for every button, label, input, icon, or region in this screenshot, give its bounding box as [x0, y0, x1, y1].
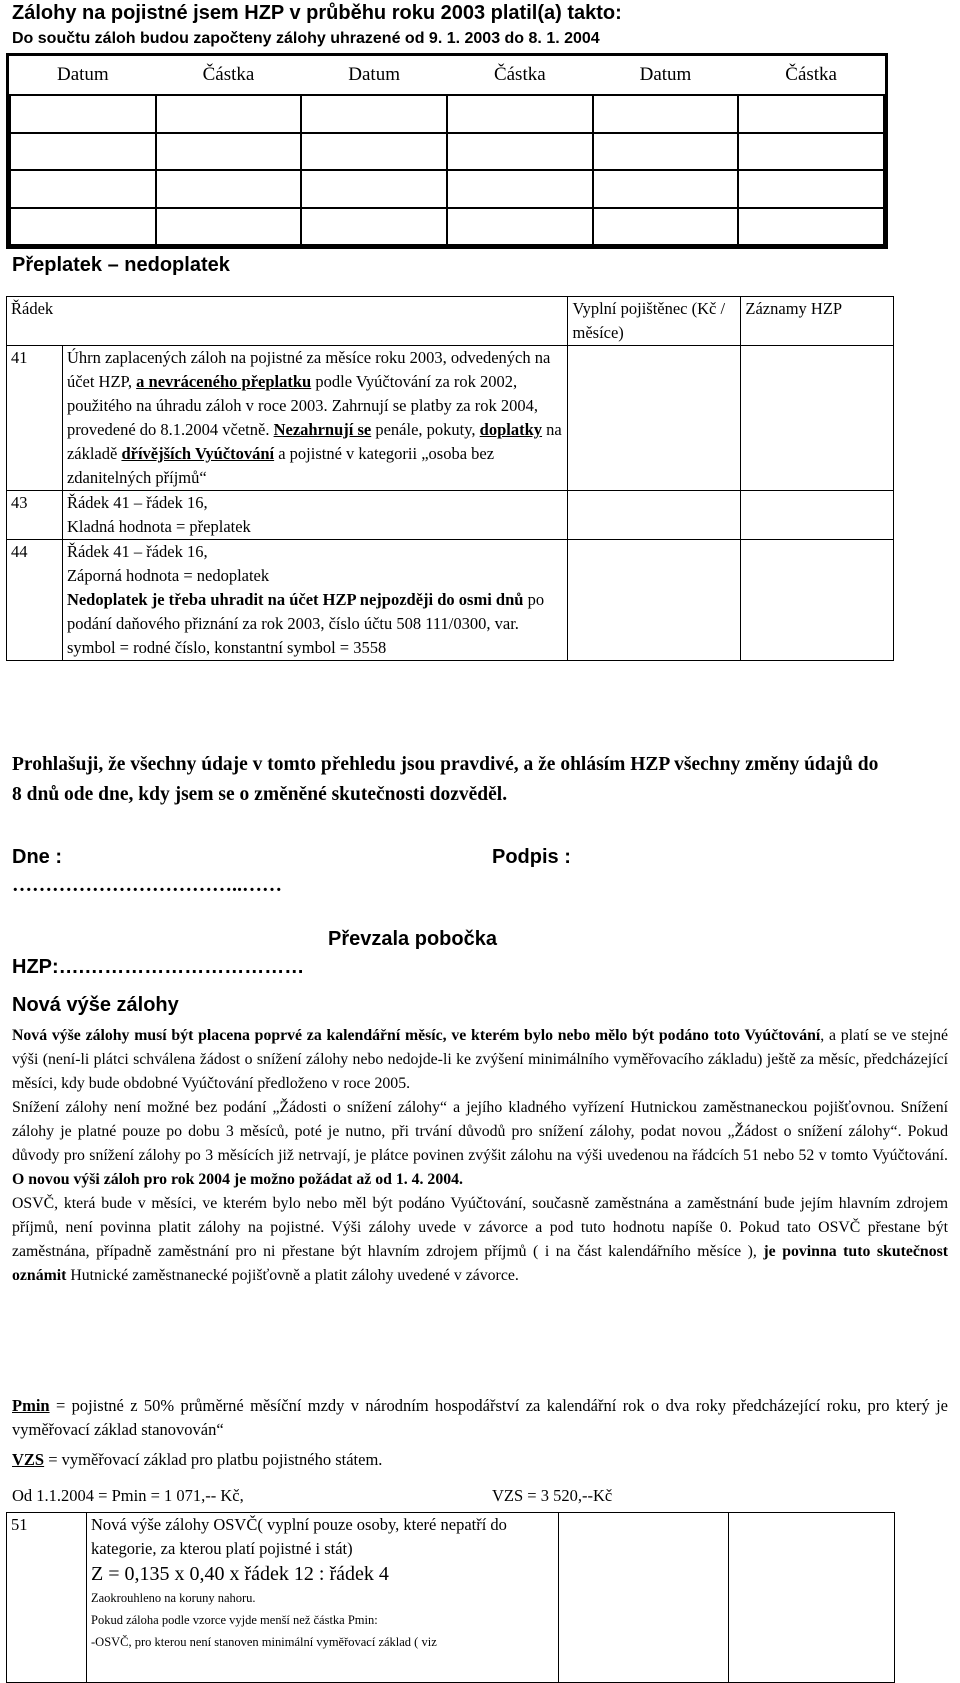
table-header-row	[7, 297, 894, 346]
new-deposit-body	[12, 1024, 948, 1288]
payments-table	[6, 53, 888, 249]
date-label: Dne :	[12, 846, 62, 868]
signature-label: Podpis :	[492, 846, 571, 868]
declaration-text: Prohlašuji, že všechny údaje v tomto přehledu jsou pravdivé, a že ohlásím HZP všechny změny údajů do 8 dnů ode dne, kdy jsem se o změněné skutečnosti dozvěděl.	[12, 754, 879, 805]
row-41-hzp-cell	[741, 346, 894, 491]
paragraph: Nová výše zálohy musí být placena poprvé za kalendářní měsíc, ve kterém bylo nebo mělo být podáno toto Vyúčtování, a platí se ve stejné výši (není-li plátci schválena žádost o snížení zálohy nebo nedojde-li ke zvýšení minimálního vyměřovacího základu) ještě za měsíc, předcházející měsíci, kdy bude obdobné Vyúčtování předloženo v roce 2005.	[12, 1027, 948, 1092]
row-41-description: Úhrn zaplacených záloh na pojistné za měsíce roku 2003, odvedených na účet HZP, a nevráceného přeplatku podle Vyúčtování za rok 2002, použitého na úhradu záloh v roce 2003. Zahrnují se platby za rok 2004, provedené do 8.1.2004 včetně. Nezahrnují se penále, pokuty, doplatky na základě dřívějších Vyúčtování a pojistné v kategorii „osoba bez zdanitelných příjmů“	[62, 346, 568, 491]
overpayment-table	[6, 296, 894, 661]
pmin-value: Od 1.1.2004 = Pmin = 1 071,-- Kč,	[12, 1486, 244, 1505]
payment-cell[interactable]	[10, 95, 156, 132]
payment-cell[interactable]	[301, 208, 447, 245]
payment-cell[interactable]	[301, 95, 447, 132]
payments-row	[10, 95, 884, 132]
row-51-hzp-cell	[729, 1513, 895, 1683]
payment-cell[interactable]	[10, 208, 156, 245]
payment-cell[interactable]	[738, 170, 884, 207]
payment-cell[interactable]	[593, 208, 739, 245]
table-row	[7, 491, 894, 540]
formula: Z = 0,135 x 0,40 x řádek 12 : řádek 4	[91, 1563, 389, 1585]
row-43-description: Řádek 41 – řádek 16, Kladná hodnota = přeplatek	[62, 491, 568, 540]
row-44-hzp-cell	[741, 540, 894, 661]
row-44-fill-cell[interactable]	[568, 540, 741, 661]
payment-cell[interactable]	[593, 133, 739, 170]
page-heading: Zálohy na pojistné jsem HZP v průběhu roku 2003 platil(a) takto:	[12, 2, 622, 24]
row-51-fill-cell[interactable]	[559, 1513, 729, 1683]
row-51-table	[6, 1512, 894, 1683]
hzp-field[interactable]: HZP:….……………………………	[12, 956, 305, 978]
payment-cell[interactable]	[156, 170, 302, 207]
paragraph: OSVČ, která bude v měsíci, ve kterém bylo nebo měl být podáno Vyúčtování, současně zaměstnána a zaměstnání bude jejím hlavním zdrojem příjmů, není povinna platit zálohy na pojistné. Výši zálohy uvede v závorce a pod tuto hodnotu napíše 0. Pokud tato OSVČ přestane být zaměstnána, případně zaměstnání pro ni přestane být hlavním zdrojem příjmů ( i na část kalendářního měsíce ), je povinna tuto skutečnost oznámit Hutnické zaměstnanecké pojišťovně a platit zálohy uvedené v závorce.	[12, 1195, 949, 1284]
payment-cell[interactable]	[10, 170, 156, 207]
col-header-date-2: Datum	[348, 64, 400, 86]
payment-cell[interactable]	[447, 95, 593, 132]
payments-row	[10, 208, 884, 245]
payment-cell[interactable]	[738, 208, 884, 245]
row-51-description: Nová výše zálohy OSVČ( vyplní pouze osoby, které nepatří do kategorie, za kterou platí pojistné i stát) Z = 0,135 x 0,40 x řádek 12 : řádek 4 Zaokrouhleno na koruny nahoru. Pokud záloha podle vzorce vyjde menší než částka Pmin: -OSVČ, pro kterou není stanoven minimální vyměřovací základ ( viz	[87, 1513, 559, 1683]
payment-cell[interactable]	[301, 133, 447, 170]
col-header-amount-2: Částka	[493, 64, 546, 86]
new-deposit-title: Nová výše zálohy	[12, 994, 179, 1016]
fill-header: Vyplní pojištěnec (Kč / měsíce)	[568, 297, 741, 346]
branch-label: Převzala pobočka	[328, 928, 497, 950]
row-41-fill-cell[interactable]	[568, 346, 741, 491]
payment-cell[interactable]	[447, 133, 593, 170]
row-number: 43	[7, 491, 63, 540]
vzs-definition: VZS = vyměřovací základ pro platbu pojistného státem.	[12, 1450, 383, 1469]
col-header-date-1: Datum	[56, 64, 109, 86]
row-header: Řádek	[7, 297, 568, 346]
row-44-description: Řádek 41 – řádek 16, Záporná hodnota = nedoplatek Nedoplatek je třeba uhradit na účet HZP nejpozději do osmi dnů po podání daňového přiznání za rok 2003, číslo účtu 508 111/0300, var. symbol = rodné číslo, konstantní symbol = 3558	[62, 540, 568, 661]
payments-row	[10, 170, 884, 207]
hzp-header: Záznamy HZP	[741, 297, 894, 346]
pmin-definition: Pmin = pojistné z 50% průměrné měsíční mzdy v národním hospodářství za kalendářní rok o dva roky předcházející roku, pro který je vyměřovací základ stanovován“	[12, 1396, 948, 1439]
payment-cell[interactable]	[156, 133, 302, 170]
payment-cell[interactable]	[156, 95, 302, 132]
vzs-value: VZS = 3 520,--Kč	[492, 1486, 613, 1505]
row-number: 41	[7, 346, 63, 491]
col-header-date-3: Datum	[639, 64, 692, 86]
paragraph: Snížení zálohy není možné bez podání „Žádosti o snížení zálohy“ a jejího kladného vyřízení Hutnickou zaměstnaneckou pojišťovnou. Snížení zálohy je platné pouze po dobu 3 měsíců, poté je nutno, při trvání důvodů pro snížení zálohy, podat novou „Žádost o snížení zálohy“. Pokud důvody pro snížení zálohy po 3 měsících již netrvají, je plátce povinen zvýšit zálohu na výši uvedenou na řádcích 51 nebo 52 v tomto Vyúčtování. O novou výši záloh pro rok 2004 je možno požádat až od 1. 4. 2004.	[12, 1099, 948, 1188]
row-number: 44	[7, 540, 63, 661]
payment-cell[interactable]	[301, 170, 447, 207]
row-43-hzp-cell	[741, 491, 894, 540]
payment-cell[interactable]	[447, 170, 593, 207]
table-row	[7, 346, 894, 491]
row-43-fill-cell[interactable]	[568, 491, 741, 540]
date-field[interactable]: ……………………………..……	[12, 874, 282, 896]
payment-cell[interactable]	[738, 95, 884, 132]
payment-cell[interactable]	[738, 133, 884, 170]
payment-cell[interactable]	[447, 208, 593, 245]
col-header-amount-3: Částka	[785, 64, 837, 86]
payment-cell[interactable]	[593, 95, 739, 132]
overpayment-title: Přeplatek – nedoplatek	[12, 254, 230, 276]
table-row	[7, 1513, 895, 1683]
page-subheading: Do součtu záloh budou započteny zálohy uhrazené od 9. 1. 2003 do 8. 1. 2004	[12, 30, 600, 47]
payments-row	[10, 133, 884, 170]
col-header-amount-1: Částka	[202, 64, 255, 86]
payment-cell[interactable]	[10, 133, 156, 170]
row-number: 51	[7, 1513, 87, 1683]
payment-cell[interactable]	[593, 170, 739, 207]
payment-cell[interactable]	[156, 208, 302, 245]
table-row	[7, 540, 894, 661]
